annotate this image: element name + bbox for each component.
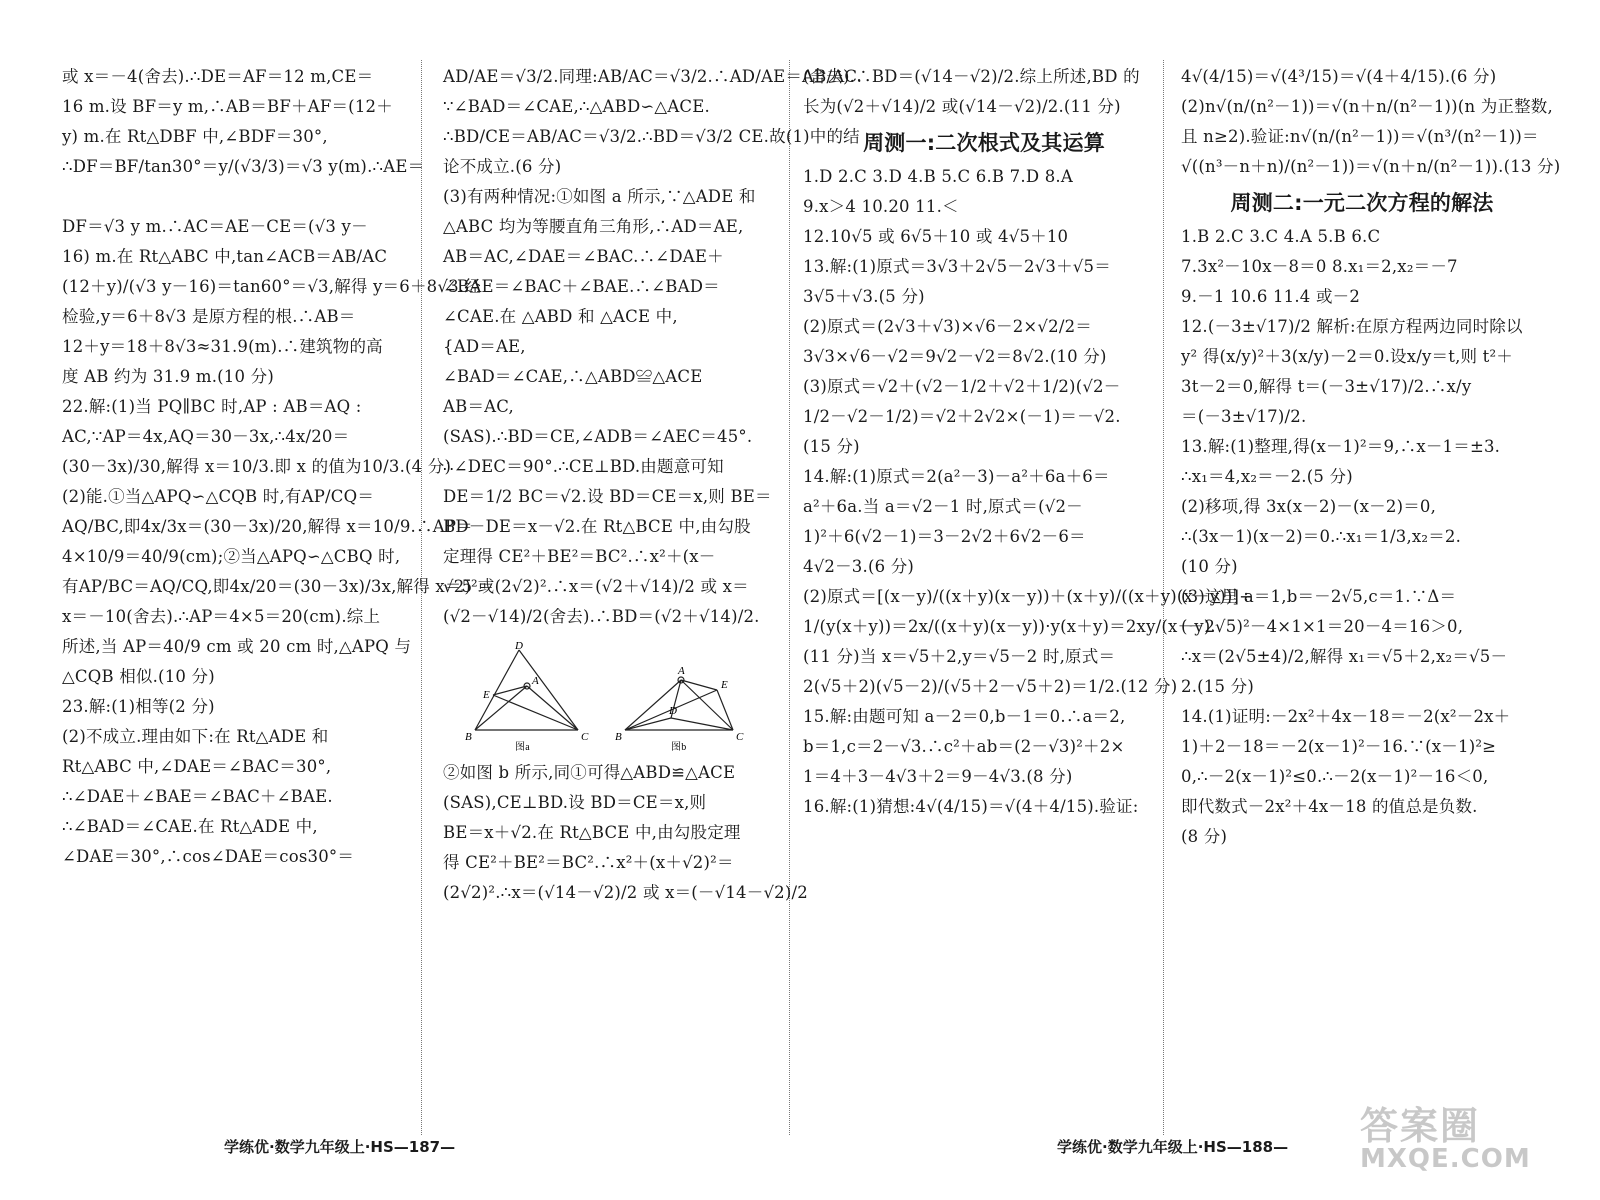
text-line: (2)能.①当△APQ∽△CQB 时,有AP/CQ＝ — [62, 487, 375, 506]
text-line: 或 x＝－4(舍去).∴DE＝AF＝12 m,CE＝ — [62, 67, 374, 86]
text-line: 4√2－3.(6 分) — [803, 557, 915, 576]
text-line: 13.解:(1)原式＝3√3＋2√5－2√3＋√5＝ — [803, 257, 1111, 276]
text-line: ∠CAE.在 △ABD 和 △ACE 中, — [443, 307, 678, 326]
text-line: (3)有两种情况:①如图 a 所示,∵△ADE 和 — [443, 187, 756, 206]
triangle-figures-svg — [443, 640, 803, 752]
text-line: 即代数式－2x²＋4x－18 的值总是负数. — [1181, 797, 1478, 816]
answer-column-4 — [1181, 62, 1561, 852]
text-line: 12＋y＝18＋8√3≈31.9(m).∴建筑物的高 — [62, 337, 383, 356]
text-line: BD－DE＝x－√2.在 Rt△BCE 中,由勾股 — [443, 517, 751, 536]
text-line: ∴DF＝BF/tan30°＝y/(√3/3)＝√3 y(m).∴AE＝ — [62, 157, 425, 176]
text-line: ∴∠DEC＝90°.∴CE⊥BD.由题意可知 — [443, 457, 724, 476]
text-line: (2)原式＝[(x－y)/((x＋y)(x－y))＋(x＋y)/((x＋y)(x－y))]÷ — [803, 587, 1254, 606]
figure-b — [625, 677, 733, 730]
fig-a-label-a: A — [532, 675, 539, 687]
figure-a — [475, 650, 578, 730]
text-line: DE＝1/2 BC＝√2.设 BD＝CE＝x,则 BE＝ — [443, 487, 772, 506]
text-line: x＝－10(舍去).∴AP＝4×5＝20(cm).综上 — [62, 607, 381, 626]
watermark-logo — [1360, 1095, 1555, 1190]
text-line: (3)原式＝√2＋(√2－1/2＋√2＋1/2)(√2－ — [803, 377, 1121, 396]
text-line: 1＝4＋3－4√3＋2＝9－4√3.(8 分) — [803, 767, 1073, 786]
text-line: ∴∠DAE＋∠BAE＝∠BAC＋∠BAE. — [62, 787, 333, 806]
text-line: 0,∴－2(x－1)²≤0.∴－2(x－1)²－16＜0, — [1181, 767, 1489, 786]
text-line: DF＝√3 y m.∴AC＝AE－CE＝(√3 y－ — [62, 217, 368, 236]
fig-b-label-a: A — [678, 665, 685, 677]
text-line: 7.3x²－10x－8＝0 8.x₁＝2,x₂＝－7 — [1181, 257, 1458, 276]
text-line: y² 得(x/y)²＋3(x/y)－2＝0.设x/y＝t,则 t²＋ — [1181, 347, 1514, 366]
text-line: AC,∵AP＝4x,AQ＝30－3x,∴4x/20＝ — [62, 427, 350, 446]
text-line: (10 分) — [1181, 557, 1238, 576]
text-line: 1/(y(x＋y))＝2x/((x＋y)(x－y))·y(x＋y)＝2xy/(x－y). — [803, 617, 1216, 636]
page-footer-right: 学练优·数学九年级上·HS—188— — [1057, 1138, 1289, 1156]
text-line: {AD＝AE, — [443, 337, 526, 356]
text-line: (15 分) — [803, 437, 860, 456]
text-line: AQ/BC,即4x/3x＝(30－3x)/20,解得 x＝10/9.∴AP＝ — [62, 517, 473, 536]
geometry-figures — [443, 640, 803, 752]
text-line: (2√2)².∴x＝(√14－√2)/2 或 x＝(－√14－√2)/2 — [443, 883, 808, 902]
text-line: 3t－2＝0,解得 t＝(－3±√17)/2.∴x/y — [1181, 377, 1472, 396]
text-line: ∴(3x－1)(x－2)＝0.∴x₁＝1/3,x₂＝2. — [1181, 527, 1462, 546]
text-line: (30－3x)/30,解得 x＝10/3.即 x 的值为10/3.(4 分) — [62, 457, 452, 476]
fig-b-label-e: E — [721, 679, 728, 691]
text-line: ∵∠BAD＝∠CAE,∴△ABD∽△ACE. — [443, 97, 710, 116]
text-line: 9.x＞4 10.20 11.＜ — [803, 197, 959, 216]
text-line: ∠DAE＝30°,∴cos∠DAE＝cos30°＝ — [62, 847, 355, 866]
text-line: 23.解:(1)相等(2 分) — [62, 697, 215, 716]
fig-a-label-d: D — [515, 640, 524, 652]
text-line: 3√5＋√3.(5 分) — [803, 287, 925, 306]
text-line: ②如图 b 所示,同①可得△ABD≌△ACE — [443, 763, 736, 782]
text-line: 12.(－3±√17)/2 解析:在原方程两边同时除以 — [1181, 317, 1523, 336]
text-line: 定理得 CE²＋BE²＝BC².∴x²＋(x－ — [443, 547, 716, 566]
fig-b-label-d: D — [669, 705, 678, 717]
text-line: 16) m.在 Rt△ABC 中,tan∠ACB＝AB/AC — [62, 247, 388, 266]
text-line: △CQB 相似.(10 分) — [62, 667, 215, 686]
text-line: (2)不成立.理由如下:在 Rt△ADE 和 — [62, 727, 329, 746]
text-line: AB＝AC,∠DAE＝∠BAC.∴∠DAE＋ — [443, 247, 724, 266]
text-line: 22.解:(1)当 PQ∥BC 时,AP : AB＝AQ : — [62, 397, 362, 416]
fig-b-label-c: C — [736, 731, 744, 743]
text-line: 15.解:由题可知 a－2＝0,b－1＝0.∴a＝2, — [803, 707, 1126, 726]
section-title-week1: 周测一:二次根式及其运算 — [863, 131, 1105, 155]
text-line: 长为(√2＋√14)/2 或(√14－√2)/2.(11 分) — [803, 97, 1121, 116]
text-line: (SAS),CE⊥BD.设 BD＝CE＝x,则 — [443, 793, 707, 812]
text-line: (－2√5)²－4×1×1＝20－4＝16＞0, — [1181, 617, 1464, 636]
text-line: 检验,y＝6＋8√3 是原方程的根.∴AB＝ — [62, 307, 356, 326]
fig-b-caption: 图b — [671, 742, 687, 753]
text-line: 度 AB 约为 31.9 m.(10 分) — [62, 367, 274, 386]
text-line: (3)这里 a＝1,b＝－2√5,c＝1.∵Δ＝ — [1181, 587, 1457, 606]
fig-a-caption: 图a — [515, 742, 530, 753]
text-line: b＝1,c＝2－√3.∴c²＋ab＝(2－√3)²＋2× — [803, 737, 1125, 756]
text-line: 有AP/BC＝AQ/CQ,即4x/20＝(30－3x)/3x,解得 x＝5 或 — [62, 577, 495, 596]
text-line: 12.10√5 或 6√5＋10 或 4√5＋10 — [803, 227, 1069, 246]
text-line: 14.(1)证明:－2x²＋4x－18＝－2(x²－2x＋ — [1181, 707, 1511, 726]
text-line: BE＝x＋√2.在 Rt△BCE 中,由勾股定理 — [443, 823, 741, 842]
text-line: (8 分) — [1181, 827, 1228, 846]
text-line: ∴∠BAD＝∠CAE.在 Rt△ADE 中, — [62, 817, 318, 836]
text-line: √((n³－n＋n)/(n²－1))＝√(n＋n/(n²－1)).(13 分) — [1181, 157, 1561, 176]
text-line: ∴x₁＝4,x₂＝－2.(5 分) — [1181, 467, 1353, 486]
text-line: AD/AE＝√3/2.同理:AB/AC＝√3/2.∴AD/AE＝AB/AC. — [443, 67, 863, 86]
text-line: (2)移项,得 3x(x－2)－(x－2)＝0, — [1181, 497, 1437, 516]
text-line: 2.(15 分) — [1181, 677, 1254, 696]
text-line: y) m.在 Rt△DBF 中,∠BDF＝30°, — [62, 127, 328, 146]
text-line: (12＋y)/(√3 y－16)＝tan60°＝√3,解得 y＝6＋8√3.经 — [62, 277, 481, 296]
text-line: ∠BAE＝∠BAC＋∠BAE.∴∠BAD＝ — [443, 277, 720, 296]
text-line: 3√3×√6－√2＝9√2－√2＝8√2.(10 分) — [803, 347, 1107, 366]
column-4-text-bottom — [1181, 222, 1543, 852]
watermark-site-text: MXQE.COM — [1360, 1144, 1531, 1174]
text-line: (舍去).∴BD＝(√14－√2)/2.综上所述,BD 的 — [803, 67, 1140, 86]
text-line: 得 CE²＋BE²＝BC².∴x²＋(x＋√2)²＝ — [443, 853, 734, 872]
fig-a-label-b: B — [465, 731, 472, 743]
text-line: 9.－1 10.6 11.4 或－2 — [1181, 287, 1361, 306]
text-line: 16 m.设 BF＝y m,∴AB＝BF＋AF＝(12＋ — [62, 97, 393, 116]
text-line: ∴x＝(2√5±4)/2,解得 x₁＝√5＋2,x₂＝√5－ — [1181, 647, 1508, 666]
text-line: 1/2－√2－1/2)＝√2＋2√2×(－1)＝－√2. — [803, 407, 1121, 426]
text-line: 1.B 2.C 3.C 4.A 5.B 6.C — [1181, 227, 1381, 246]
text-line: 4×10/9＝40/9(cm);②当△APQ∽△CBQ 时, — [62, 547, 401, 566]
text-line: 且 n≥2).验证:n√(n/(n²－1))＝√(n³/(n²－1))＝ — [1181, 127, 1539, 146]
text-line: AB＝AC, — [443, 397, 514, 416]
text-line: 14.解:(1)原式＝2(a²－3)－a²＋6a＋6＝ — [803, 467, 1110, 486]
text-line: △ABC 均为等腰直角三角形,∴AD＝AE, — [443, 217, 744, 236]
text-line: √2)²＝(2√2)².∴x＝(√2＋√14)/2 或 x＝ — [443, 577, 749, 596]
column-4-text-top — [1181, 62, 1561, 182]
text-line: 1.D 2.C 3.D 4.B 5.C 6.B 7.D 8.A — [803, 167, 1073, 186]
text-line: Rt△ABC 中,∠DAE＝∠BAC＝30°, — [62, 757, 332, 776]
text-line: (2)原式＝(2√3＋√3)×√6－2×√2/2＝ — [803, 317, 1092, 336]
text-line: ＝(－3±√17)/2. — [1181, 407, 1307, 426]
column-2-text-bottom — [443, 758, 808, 908]
text-line: (11 分)当 x＝√5＋2,y＝√5－2 时,原式＝ — [803, 647, 1116, 666]
text-line: 所述,当 AP＝40/9 cm 或 20 cm 时,△APQ 与 — [62, 637, 412, 656]
text-line: (2)n√(n/(n²－1))＝√(n＋n/(n²－1))(n 为正整数, — [1181, 97, 1553, 116]
fig-a-label-c: C — [581, 731, 589, 743]
text-line: 论不成立.(6 分) — [443, 157, 562, 176]
text-line: 1)²＋6(√2－1)＝3－2√2＋6√2－6＝ — [803, 527, 1086, 546]
text-line: 2(√5＋2)(√5－2)/(√5＋2－√5＋2)＝1/2.(12 分) — [803, 677, 1178, 696]
fig-a-label-e: E — [483, 689, 490, 701]
text-line: (√2－√14)/2(舍去).∴BD＝(√2＋√14)/2. — [443, 607, 760, 626]
section-title-week2: 周测二:一元二次方程的解法 — [1230, 191, 1494, 215]
text-line: ∴BD/CE＝AB/AC＝√3/2.∴BD＝√3/2 CE.故(1)中的结 — [443, 127, 860, 146]
fig-b-label-b: B — [615, 731, 622, 743]
text-line: (SAS).∴BD＝CE,∠ADB＝∠AEC＝45°. — [443, 427, 753, 446]
text-line: 4√(4/15)＝√(4³/15)＝√(4＋4/15).(6 分) — [1181, 67, 1497, 86]
text-line: ∠BAD＝∠CAE,∴△ABD≌△ACE — [443, 367, 703, 386]
text-line: 1)＋2－18＝－2(x－1)²－16.∵(x－1)²≥ — [1181, 737, 1497, 756]
watermark-logo-text: 答案圈 — [1360, 1104, 1481, 1148]
text-line: 16.解:(1)猜想:4√(4/15)＝√(4＋4/15).验证: — [803, 797, 1139, 816]
text-line: 13.解:(1)整理,得(x－1)²＝9,∴x－1＝±3. — [1181, 437, 1501, 456]
text-line: a²＋6a.当 a＝√2－1 时,原式＝(√2－ — [803, 497, 1083, 516]
text-line — [62, 182, 424, 212]
page-footer-left: 学练优·数学九年级上·HS—187— — [224, 1138, 456, 1156]
column-3-text-top — [803, 62, 1165, 122]
